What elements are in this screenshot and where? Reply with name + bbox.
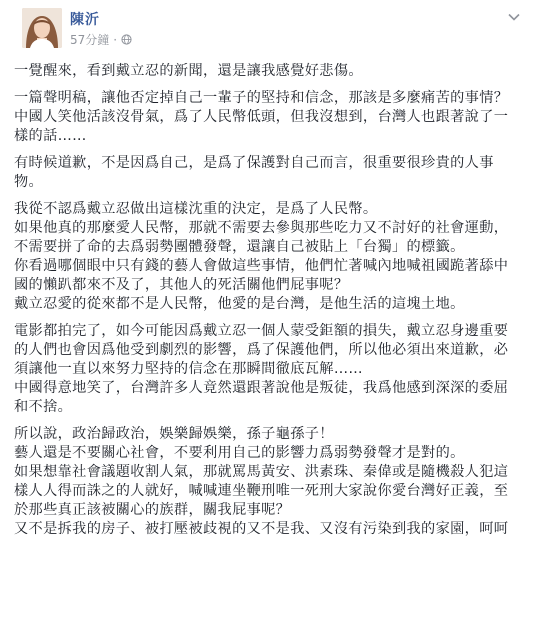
- post-paragraph: [14, 89, 518, 146]
- post-text-line: 一篇聲明稿，讓他否定掉自己一輩子的堅持和信念，那該是多麼痛苦的事情？: [14, 90, 509, 106]
- chevron-down-icon[interactable]: [507, 10, 521, 24]
- post-text-line: 電影都拍完了，如今可能因爲戴立忍一個人蒙受鉅額的損失，戴立忍身邊重要的人們也會因爲他受到劇烈的影響，爲了保護他們，所以他必須出來道歉，必須讓他一直以來努力堅持的信念在那瞬間徹底瓦解……: [14, 323, 509, 377]
- post-text-line: 我從不認爲戴立忍做出這樣沈重的決定，是爲了人民幣。: [14, 201, 378, 217]
- post-text-line: 所以說，政治歸政治，娛樂歸娛樂，孫子龜孫子！: [14, 426, 334, 442]
- globe-icon[interactable]: [121, 34, 132, 45]
- author-name[interactable]: 陳沂: [70, 12, 100, 28]
- post-text-line: 有時候道歉，不是因爲自己，是爲了保護對自己而言，很重要很珍貴的人事物。: [14, 155, 494, 190]
- avatar-image: [22, 8, 62, 48]
- post-paragraph: [14, 322, 518, 417]
- post-text-line: 如果想靠社會議題收割人氣，那就罵馬黃安、洪素珠、秦偉或是隨機殺人犯這樣人人得而誅之的人就好，喊喊連坐鞭刑唯一死刑大家說你愛台灣好正義，至於那些真正該被關心的族群，關我屁事呢？: [14, 464, 509, 518]
- post-text-line: 你看過哪個眼中只有錢的藝人會做這些事情，他們忙著喊內地喊祖國跪著舔中國的懶趴都來不及了，其他人的死活關他們屁事呢？: [14, 258, 509, 293]
- post-text-line: 又不是拆我的房子、被打壓被歧視的又不是我、又沒有污染到我的家園，呵呵: [14, 521, 509, 537]
- post-text-line: 戴立忍愛的從來都不是人民幣，他愛的是台灣，是他生活的這塊土地。: [14, 296, 465, 312]
- post-timestamp[interactable]: 57分鐘: [70, 33, 110, 47]
- post-text-line: 一覺醒來，看到戴立忍的新聞，還是讓我感覺好悲傷。: [14, 63, 363, 79]
- post-paragraph: [14, 200, 518, 314]
- post-text-line: 中國得意地笑了，台灣許多人竟然還跟著說他是叛徒，我爲他感到深深的委屈和不捨。: [14, 380, 509, 415]
- post-header: [14, 0, 535, 56]
- post-paragraph: [14, 62, 518, 81]
- post-text-line: 中國人笑他活該沒骨氣，爲了人民幣低頭，但我沒想到，台灣人也跟著說了一樣的話……: [14, 109, 509, 144]
- post-text-line: 藝人還是不要關心社會，不要利用自己的影響力爲弱勢發聲才是對的。: [14, 445, 465, 461]
- post-body: [14, 62, 518, 547]
- avatar[interactable]: [22, 8, 62, 48]
- post-paragraph: [14, 425, 518, 539]
- post-paragraph: [14, 154, 518, 192]
- meta-separator: ·: [113, 32, 118, 47]
- post-meta: [70, 31, 132, 48]
- post-text-line: 如果他真的那麼愛人民幣，那就不需要去參與那些吃力又不討好的社會運動，不需要拼了命的去爲弱勢團體發聲，還讓自己被貼上「台獨」的標籤。: [14, 220, 509, 255]
